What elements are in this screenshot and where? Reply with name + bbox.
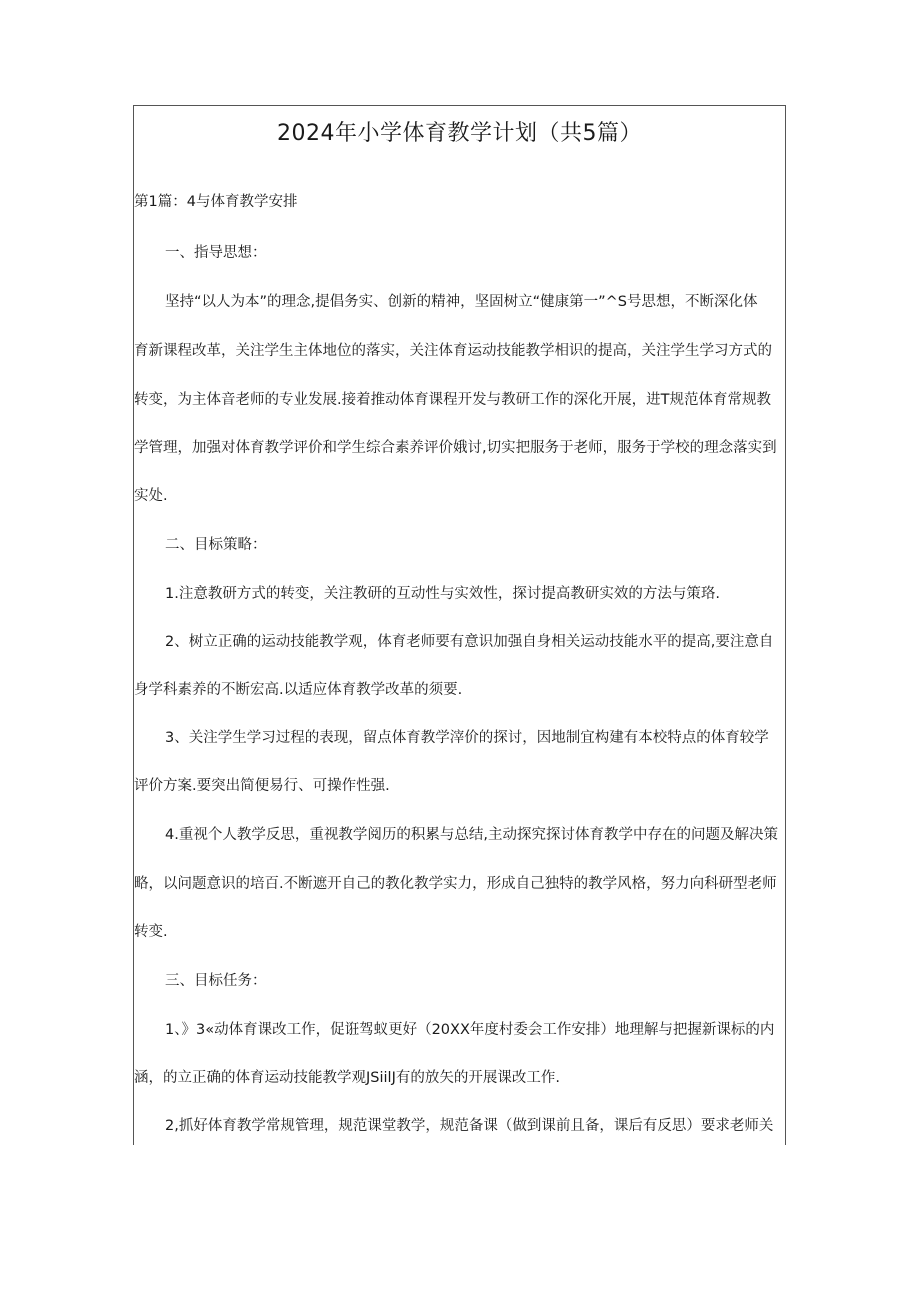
strategy-item-3-cont: 评价方案.要突出简便易行、可操作性强. <box>134 778 390 794</box>
strategy-item-4-cont: 略，以问题意识的培百.不断遮开自己的教化教学实力，形成自己独特的教学风格，努力向科研型老师 <box>134 876 777 892</box>
task-item-2: 2,抓好体育教学常规管理，规范课堂教学，规范备课（做到课前且备，课后有反思）要求老师关 <box>165 1118 774 1134</box>
strategy-item-1: 1.注意教研方式的转变，关注教研的互动性与实效性，探讨提高教研实效的方法与策珞. <box>165 586 720 602</box>
heading-guiding-ideology: 一、指导思想： <box>165 245 267 261</box>
strategy-item-2: 2、树立正确的运动技能教学观，体育老师要有意识加强自身相关运动技能水平的提高,要注意自 <box>165 634 774 650</box>
heading-goal-tasks: 三、目标任务： <box>165 973 267 989</box>
paragraph-line: 坚持“以人为本”的理念,提倡务实、创新的精神，坚固树立“健康第一”^S号思想，不断深化体 <box>165 294 758 310</box>
paragraph-line: 学管理，加强对体育教学评价和学生综合素养评价娥讨,切实把服务于老师，服务于学校的理念落实到 <box>134 440 777 456</box>
strategy-item-2-cont: 身学科素养的不断宏高.以适应体育教学改革的须要. <box>134 682 463 698</box>
paragraph-line: 转变，为主体音老师的专业发展.接着推动体育课程开发与教研工作的深化开展，进T规范体育常规教 <box>134 392 771 408</box>
document-title: 2024年小学体育教学计划（共5篇） <box>277 121 642 146</box>
heading-goal-strategy: 二、目标策略： <box>165 537 267 553</box>
paragraph-line: 育新课程改革，关注学生主体地位的落实，关注体育运动技能教学相识的提高，关注学生学习方式的 <box>134 343 772 359</box>
paragraph-line: 实处. <box>134 488 168 504</box>
strategy-item-3: 3、关注学生学习过程的表现，留点体育教学滓价的探讨，因地制宜构建有本校特点的体育较学 <box>165 730 769 746</box>
task-item-1: 1、》3«动体育课改工作，促诳驾蚁更好（20XX年度村委会工作安排）地理解与把握新课标的内 <box>165 1022 775 1038</box>
strategy-item-4-cont: 转变. <box>134 924 168 940</box>
task-item-1-cont: 涵，的立正确的体育运动技能教学观JSiilJ有的放矢的开展课改工作. <box>134 1070 560 1086</box>
strategy-item-4: 4.重视个人教学反思，重视教学阅历的积累与总结,主动探究探讨体育教学中存在的问题及解决策 <box>165 827 778 843</box>
section-heading: 第1篇：4与体育教学安排 <box>134 194 298 210</box>
